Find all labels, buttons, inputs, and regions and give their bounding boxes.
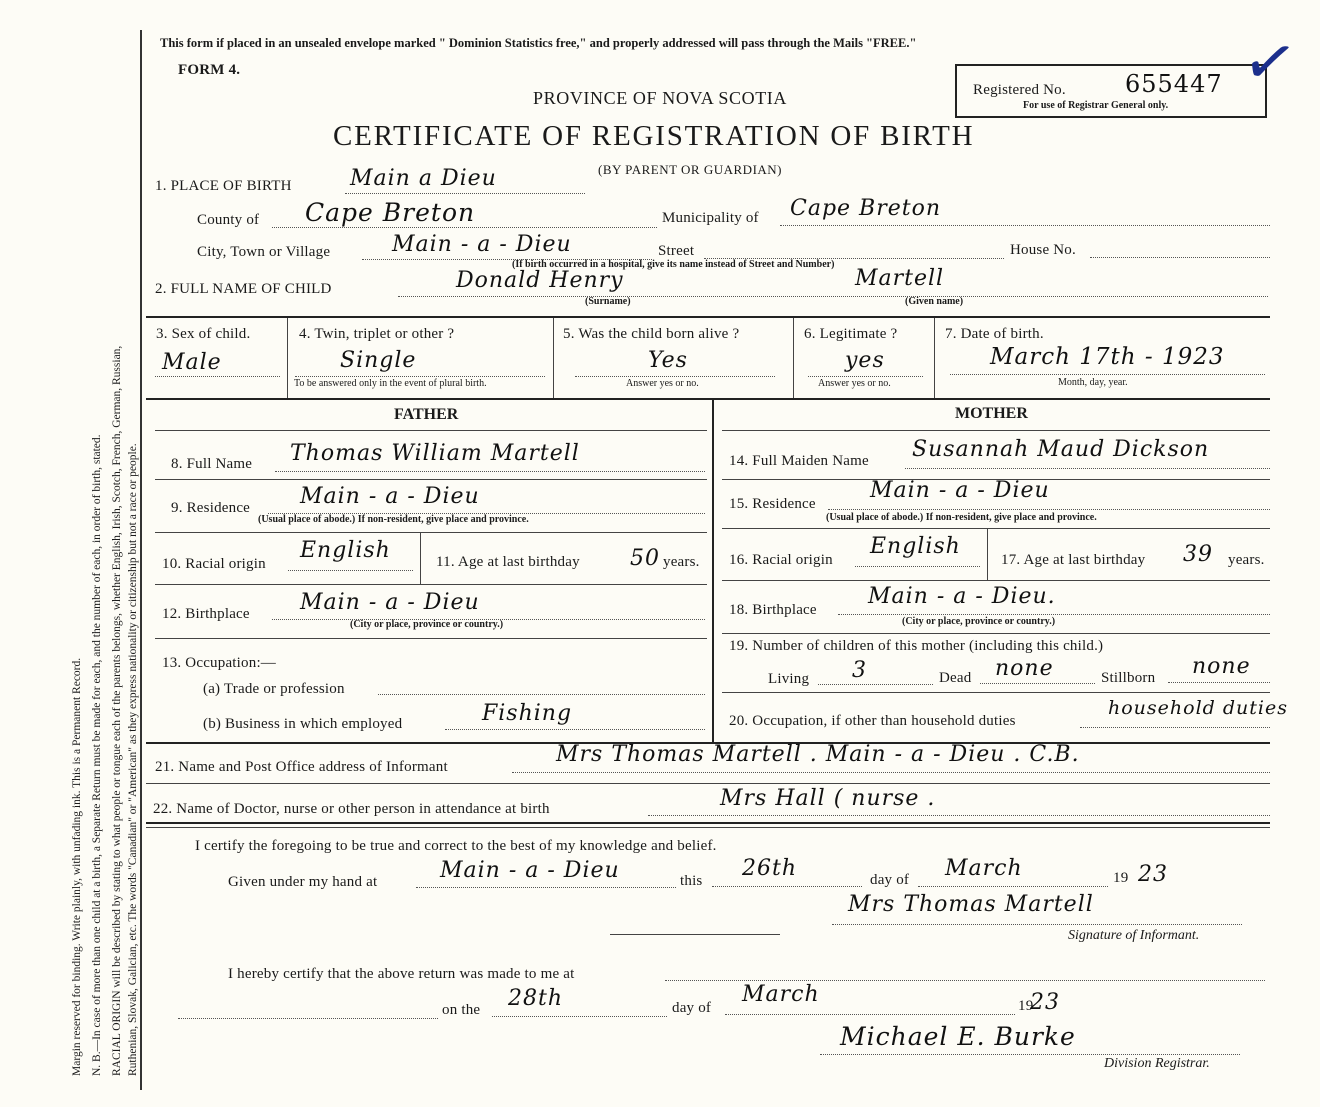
mother-age-value: 39 [1183,542,1213,567]
province-heading: PROVINCE OF NOVA SCOTIA [533,88,788,108]
born-alive-label: 5. Was the child born alive ? [563,326,740,342]
cert-month-value: March [945,856,1023,881]
father-residence-label: 9. Residence [171,500,251,516]
born-alive-value: Yes [648,348,688,373]
street-label: Street [658,243,695,259]
mother-race-value: English [870,534,961,559]
legitimate-value: yes [845,348,885,373]
margin-note-3: RACIAL ORIGIN will be described by stating to what people or tongue each of the parents belongs, whether English, Irish, Scotch, French, German, Russian, [111,345,123,1076]
mother-residence-note: (Usual place of abode.) If non-resident, give place and province. [826,512,1097,523]
registrar-signature-label: Division Registrar. [1104,1056,1210,1071]
mother-age-unit: years. [1228,552,1265,568]
margin-note-1: Margin reserved for binding. Write plainly, with unfading ink. This is a Permanent Record. [71,657,83,1076]
mother-occupation-label: 20. Occupation, if other than household duties [729,713,1016,729]
registrar-year-prefix: 19 [1018,998,1034,1014]
child-given-value: Martell [855,266,945,291]
stillborn-value: none [1192,654,1251,679]
father-birthplace-value: Main - a - Dieu [300,590,480,615]
page-subtitle: (BY PARENT OR GUARDIAN) [598,162,783,177]
mother-residence-label: 15. Residence [729,496,816,512]
checkmark-icon: ✓ [1236,21,1303,105]
cert-dayof-label: day of [870,872,910,888]
doctor-value: Mrs Hall ( nurse . [720,786,936,811]
given-place-value: Main - a - Dieu [440,858,620,883]
margin-rule [140,30,142,1090]
dead-label: Dead [939,670,972,686]
living-label: Living [768,671,810,687]
hospital-note: (If birth occurred in a hospital, give its name instead of Street and Number) [512,259,835,270]
legitimate-label: 6. Legitimate ? [804,326,898,342]
county-value: Cape Breton [305,198,476,227]
children-count-label: 19. Number of children of this mother (including this child.) [729,638,1104,654]
father-age-label: 11. Age at last birthday [436,554,580,570]
registered-no-label: Registered No. [973,82,1066,98]
father-birthplace-note: (City or place, province or country.) [350,619,504,630]
doctor-label: 22. Name of Doctor, nurse or other person in attendance at birth [153,801,550,817]
sex-value: Male [162,350,222,375]
father-race-value: English [300,538,391,563]
cert-year-prefix: 19 [1113,870,1129,886]
trade-label: (a) Trade or profession [203,681,345,697]
given-label: Given under my hand at [228,874,378,890]
father-occupation-label: 13. Occupation:— [162,655,277,671]
sex-label: 3. Sex of child. [156,326,251,342]
margin-note-2: N. B.—In case of more than one child at a birth, a Separate Return must be made for each, and the number of each, in order of birth, stated. [91,433,103,1076]
registered-no-note: For use of Registrar General only. [1023,100,1169,111]
informant-signature: Mrs Thomas Martell [848,892,1094,917]
father-residence-value: Main - a - Dieu [300,484,480,509]
child-name-label: 2. FULL NAME OF CHILD [155,281,332,297]
father-name-label: 8. Full Name [171,456,253,472]
mother-birthplace-label: 18. Birthplace [729,602,817,618]
page-title: CERTIFICATE OF REGISTRATION OF BIRTH [333,120,975,152]
dob-value: March 17th - 1923 [990,344,1225,370]
twin-note: To be answered only in the event of plural birth. [294,378,487,389]
registrar-statement: I hereby certify that the above return was made to me at [228,966,575,982]
mother-heading: MOTHER [955,405,1028,422]
registration-box [955,64,1267,118]
cert-year-value: 23 [1138,862,1168,887]
father-name-value: Thomas William Martell [290,441,580,466]
registrar-year-value: 23 [1030,990,1060,1015]
county-label: County of [197,212,260,228]
city-value: Main - a - Dieu [392,232,572,257]
mother-race-label: 16. Racial origin [729,552,833,568]
father-race-label: 10. Racial origin [162,556,266,572]
born-alive-note: Answer yes or no. [626,378,699,389]
informant-label: 21. Name and Post Office address of Informant [155,759,448,775]
place-of-birth-value: Main a Dieu [350,166,497,191]
house-no-label: House No. [1010,242,1076,258]
margin-notes [0,0,140,1107]
registrar-day-value: 28th [508,986,564,1011]
informant-value: Mrs Thomas Martell . Main - a - Dieu . C.B. [556,742,1080,767]
father-age-unit: years. [663,554,700,570]
surname-note: (Surname) [585,296,631,307]
mother-name-value: Susannah Maud Dickson [912,437,1210,462]
dob-note: Month, day, year. [1058,377,1128,388]
registrar-dayof-label: day of [672,1000,712,1016]
certify-statement: I certify the foregoing to be true and correct to the best of my knowledge and belief. [195,838,717,854]
father-birthplace-label: 12. Birthplace [162,606,250,622]
given-name-note: (Given name) [905,296,964,307]
municipality-label: Municipality of [662,210,759,226]
father-heading: FATHER [394,406,459,423]
twin-value: Single [340,348,417,373]
city-label: City, Town or Village [197,244,331,260]
child-surname-value: Donald Henry [456,268,624,293]
mother-age-label: 17. Age at last birthday [1001,552,1146,568]
mother-occupation-value: household duties [1108,697,1288,719]
stillborn-label: Stillborn [1101,670,1156,686]
municipality-value: Cape Breton [790,196,942,221]
business-label: (b) Business in which employed [203,716,403,732]
registered-no-value: 655447 [1125,70,1223,98]
mother-residence-value: Main - a - Dieu [870,478,1050,503]
registrar-month-value: March [742,982,820,1007]
business-value: Fishing [482,701,573,726]
margin-note-4: Ruthenian, Slovak, Galician, etc. The words "Canadian" or "American" as they express nationality or citizenship but not a race or people. [127,442,139,1076]
form-number: FORM 4. [178,62,241,78]
mother-birthplace-note: (City or place, province or country.) [902,616,1056,627]
this-label: this [680,873,703,889]
mother-birthplace-value: Main - a - Dieu. [868,584,1056,609]
mother-name-label: 14. Full Maiden Name [729,453,869,469]
registrar-signature: Michael E. Burke [840,1022,1076,1051]
dead-value: none [995,656,1054,681]
living-value: 3 [852,658,867,683]
dob-label: 7. Date of birth. [945,326,1044,342]
mail-notice: This form if placed in an unsealed envelope marked " Dominion Statistics free," and properly addressed will pass through the Mails "FREE." [160,36,917,50]
informant-signature-label: Signature of Informant. [1068,928,1200,943]
cert-day-value: 26th [742,856,798,881]
father-residence-note: (Usual place of abode.) If non-resident, give place and province. [258,514,529,525]
twin-label: 4. Twin, triplet or other ? [299,326,455,342]
legitimate-note: Answer yes or no. [818,378,891,389]
registrar-on-label: on the [442,1002,481,1018]
place-of-birth-label: 1. PLACE OF BIRTH [155,178,292,194]
father-age-value: 50 [630,546,660,571]
